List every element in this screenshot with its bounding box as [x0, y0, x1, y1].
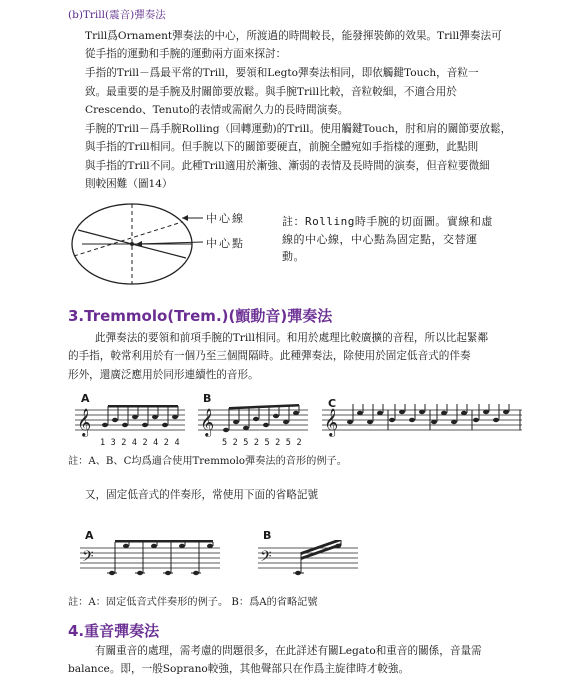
example-b-label: B: [203, 392, 212, 405]
center-line-label: 中心線: [206, 212, 245, 225]
section-b-paragraph-line: Crescendo、Tenuto的表情或需耐久力的長時間演奏。: [85, 104, 349, 116]
svg-text:𝄞: 𝄞: [77, 408, 92, 436]
music-example-c: [322, 404, 522, 440]
bass-example-caption: 註：A：固定低音式伴奏形的例子。 B：爲A的省略記號: [68, 597, 318, 608]
svg-text:𝄞: 𝄞: [324, 408, 339, 436]
section-b-paragraph-line: 與手指的Trill相同。但手腕以下的關節要硬直，前腕全體宛如手指樣的運動，此點則: [85, 141, 479, 153]
section-b-paragraph-line: 手腕的Trill－爲手腕Rolling（回轉運動)的Trill。使用觸鍵Touch，肘和肩的關節要放鬆，: [85, 123, 512, 135]
example-b-fingering: 5 2 5 2 5 2 5 2: [222, 438, 302, 448]
section-b-paragraph-line: 從手指的運動和手腕的運動兩方面來探討：: [85, 48, 287, 60]
diagram-note-line: 動。: [282, 250, 305, 263]
example-a-label: A: [81, 392, 90, 405]
svg-text:𝄢: 𝄢: [260, 548, 272, 569]
bass-example-a-label: A: [85, 529, 94, 542]
svg-text:𝄞: 𝄞: [200, 408, 215, 436]
music-example-a: [75, 404, 185, 440]
section-4-paragraph-line: 有關重音的處理，需考慮的問題很多，在此詳述有關Legato和重音的關係，音量需: [95, 645, 482, 657]
section-b-paragraph-line: 與手指的Trill不同。此種Trill適用於漸強、漸弱的表情及長時間的演奏，但音粒要微細: [85, 160, 490, 172]
bass-example-b-label: B: [263, 529, 272, 542]
section-b-title: (b)Trill(震音)彈奏法: [68, 9, 166, 21]
example-c-label: C: [328, 397, 337, 410]
rolling-wrist-diagram: [70, 200, 285, 292]
bass-example-b: [258, 540, 358, 580]
section-b-paragraph-line: Trill爲Ornament彈奏法的中心，所渡過的時間較長，能發揮裝飾的效果。Trill彈奏法可: [85, 30, 502, 42]
section-3-heading: 3.Tremmolo(Trem.)(顫動音)彈奏法: [68, 307, 333, 325]
tremolo-caption: 註：A、B、C均爲適合使用Tremmolo彈奏法的音形的例子。: [68, 456, 347, 467]
example-a-fingering: 1 3 2 4 2 4 2 4: [100, 438, 180, 448]
diagram-note-line: 線的中心線，中心點為固定點，交替運: [282, 233, 478, 246]
music-example-b: [198, 404, 308, 440]
center-point-label: 中心點: [206, 237, 245, 250]
section-4-paragraph-line: balance。即，一般Soprano較強，其他聲部只在作爲主旋律時才較強。: [68, 663, 410, 675]
section-b-paragraph-line: 致。最重要的是手腕及肘關節要放鬆。與手腕Trill比較，音粒較細，不適合用於: [85, 86, 457, 98]
svg-text:𝄢: 𝄢: [82, 548, 94, 569]
section-b-paragraph-line: 則較困難（圖14）: [85, 178, 173, 190]
section-b-paragraph-line: 手指的Trill－爲最平常的Trill，要領和Legto彈奏法相同，即依觸鍵Touch，音粒一: [85, 67, 479, 79]
section-3-paragraph-line: 此彈奏法的要領和前項手腕的Trill相同。和用於處理比較廣擴的音程，所以比起緊鄰: [95, 332, 489, 344]
abbreviation-intro-text: 又，固定低音式的伴奏形，常使用下面的省略記號: [85, 489, 319, 501]
bass-example-a: [80, 540, 220, 580]
section-3-paragraph-line: 形外，還廣泛應用於同形連續性的音形。: [68, 369, 259, 381]
section-3-paragraph-line: 的手指，較常利用於有一個乃至三個間隔時。此種彈奏法，除使用於固定低音式的伴奏: [68, 350, 471, 362]
diagram-note-line: 註：Rolling時手腕的切面圖。實線和虛: [282, 215, 493, 228]
section-4-heading: 4.重音彈奏法: [68, 622, 160, 640]
